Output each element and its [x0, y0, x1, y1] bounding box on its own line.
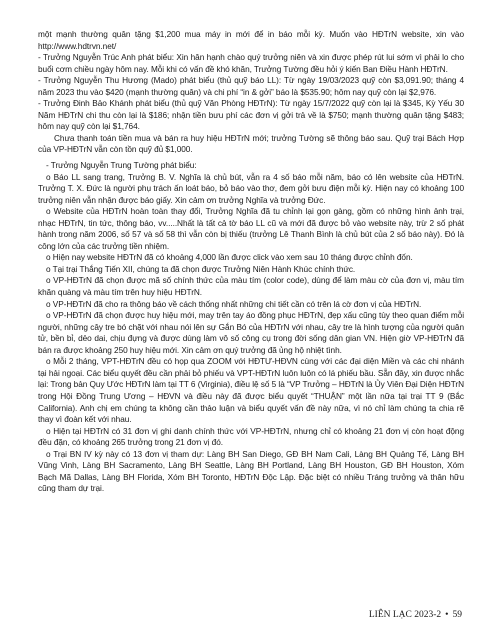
article-body: [38, 29, 464, 495]
footer-separator: •: [445, 610, 449, 620]
bullet-website-clicks: o Hiện nay website HĐTrN đã có khoảng 4,000 lần được click vào xem sau 10 tháng được chỉnh đốn.: [46, 253, 413, 263]
bullet-zoom-meetings: o Mỗi 2 tháng, VPT-HĐTrN đều có họp qua ZOOM với HĐTƯ-HĐVN cùng với các đại diện Miền và các chi nhánh tại hải ngoại. Các biểu quyết đều cần phải bỏ phiếu và VPT-HĐTrN luôn luôn có lá phiếu bầu. Sẵn đây, xin được nhắc lại: Trong bản Quy Ước HĐTrN làm tại TT 6 (Virginia), điều lệ số 5 là “VP Trưởng – HĐTrN là Ủy Viên Đại Diện HĐTrN trong Hội Đồng Trung Ương – HĐVN và điều này đã được biểu quyết “THUẬN” một lần nữa tại trại TT 9 (Bắc California). Anh chị em chúng ta không cần thảo luận và biểu quyết vấn đề này nữa, vì nó chỉ làm chúng ta chia rẽ thay vì đoàn kết với nhau.: [38, 357, 464, 425]
paragraph-badge-payment: Chưa thanh toán tiền mua và bán ra huy hiệu HĐTrN mới; trưởng Tường sẽ thông báo sau. Quỹ trại Bách Hợp của VP-HĐTrN vẫn còn tồn quỹ đủ $1,000.: [38, 133, 464, 155]
bullet-newsletter: o Báo LL sang trang, Trưởng B. V. Nghĩa là chủ bút, vẫn ra 4 số báo mỗi năm, báo có lên website của HĐTrN. Trưởng T. X. Đức là người phụ trách ấn loát báo, bỏ báo vào thơ, đem gởi bưu điện mỗi kỳ. Hiện nay có khoảng 100 trưởng niên vẫn nhận được báo giấy. Xin cảm ơn trưởng Nghĩa và trưởng Đức.: [38, 172, 464, 205]
paragraph-truc-anh: - Trưởng Nguyễn Trúc Anh phát biểu: Xin hân hạnh chào quý trưởng niên và xin được phép rút lui sớm vì phải lo cho buổi cơm chiều ngày hôm nay. Mỗi khi có vấn đề khó khăn, Trưởng Tường đều hỏi ý kiến Ban Điều Hành HĐTrN.: [38, 53, 464, 74]
paragraph-bao-khanh: - Trưởng Đinh Bảo Khánh phát biểu (thủ quỹ Văn Phòng HĐTrN): Từ ngày 15/7/2022 quỹ còn lại là $345, Kỳ Yếu 30 Năm HĐTrN chi thu còn lại là $186; nhận tiền bưu phí các đơn vị gởi trả về là $750; mạnh thường quân tặng $483; hôm nay quỹ còn lại $1,764.: [38, 99, 464, 132]
bullet-color-code: o VP-HĐTrN đã chọn được mã số chính thức của màu tím (color code), dùng để làm màu cờ của đơn vị, màu tím khăn quàng và màu tím trên huy hiệu HĐTrN.: [38, 276, 464, 298]
bullet-new-badge: o VP-HĐTrN đã chọn được huy hiệu mới, may trên tay áo đồng phục HĐTrN, đẹp xấu cũng tùy theo quan điểm mỗi người, những cây tre bó chặt với nhau nói lên sự Gắn Bó của HĐTrN với nhau, cây tre là hình tượng của người quân tử, bền bỉ, dẻo dai, chịu đựng và được dùng làm vô số công cụ trong đời sống dân gian VN. Hiện giờ VP-HĐTrN đã bán ra được khoảng 250 huy hiệu mới. Xin cảm ơn quý trưởng đã ủng hộ nhiệt tình.: [38, 311, 464, 355]
page-footer: [369, 610, 462, 620]
bullet-units-count: o Hiện tại HĐTrN có 31 đơn vị ghi danh chính thức với VP-HĐTrN, nhưng chỉ có khoảng 21 đơn vị còn hoạt động đều đặn, có khoảng 265 trưởng trong 21 đơn vị đó.: [38, 426, 464, 448]
bullet-website: o Website của HĐTrN hoàn toàn thay đổi, Trưởng Nghĩa đã tu chỉnh lại gọn gàng, gồm có những hình ảnh trại, nhạc HĐTrN, tin tức, thông báo, vv.....Nhất là tất cả tờ báo LL cũ và mới đã được bỏ vào website này, trừ 2 số phát hành trong năm 2006, số 57 và số 58 thì vẫn còn bị thiếu (trưởng Lê Thanh Bình là chủ bút của 2 số báo này). Đó là công lớn của các trưởng tiền nhiệm.: [38, 207, 464, 251]
page-number: 59: [452, 610, 462, 620]
bullet-camp-attendance: o Trại BN IV kỳ này có 13 đơn vị tham dự: Làng BH San Diego, GĐ BH Nam Cali, Làng BH Quảng Tế, Làng BH Vũng Vinh, Làng BH Sacramento, Làng BH Seattle, Làng BH Portland, Làng BH Houston, GĐ BH Houston, Xóm Bạch Mã Dallas, Làng BH Florida, Xóm BH Toronto, HĐTrN Độc Lập. Đặc biệt có nhiều Tráng trưởng và thân hữu cũng tham dự trại.: [38, 449, 464, 494]
publication-title: LIÊN LẠC 2023-2: [368, 610, 442, 620]
bullet-flag: o VP-HĐTrN đã cho ra thông báo về cách thống nhất những chi tiết cần có trên lá cờ đơn vị của HĐTrN.: [46, 299, 422, 309]
paragraph-thu-huong: - Trưởng Nguyễn Thu Hương (Mado) phát biểu (thủ quỹ báo LL): Từ ngày 19/03/2023 quỹ còn $3,091.90; tháng 4 năm 2023 thu vào $420 (mạnh thường quân) và chi phí “in & gởi” báo là $535.90; hôm nay quỹ còn lại $2,976.: [38, 76, 464, 97]
paragraph-trung-tuong-heading: - Trưởng Nguyễn Trung Tường phát biểu:: [46, 161, 197, 171]
paragraph-newsletter-printer: một mạnh thường quân tặng $1,200 mua máy in mới để in báo mỗi kỳ. Muốn vào HĐTrN website, xin vào http://www.hdtrvn.net/: [38, 30, 464, 51]
bullet-anthem: o Tại trại Thắng Tiến XII, chúng ta đã chọn được Trưởng Niên Hành Khúc chính thức.: [46, 264, 356, 274]
